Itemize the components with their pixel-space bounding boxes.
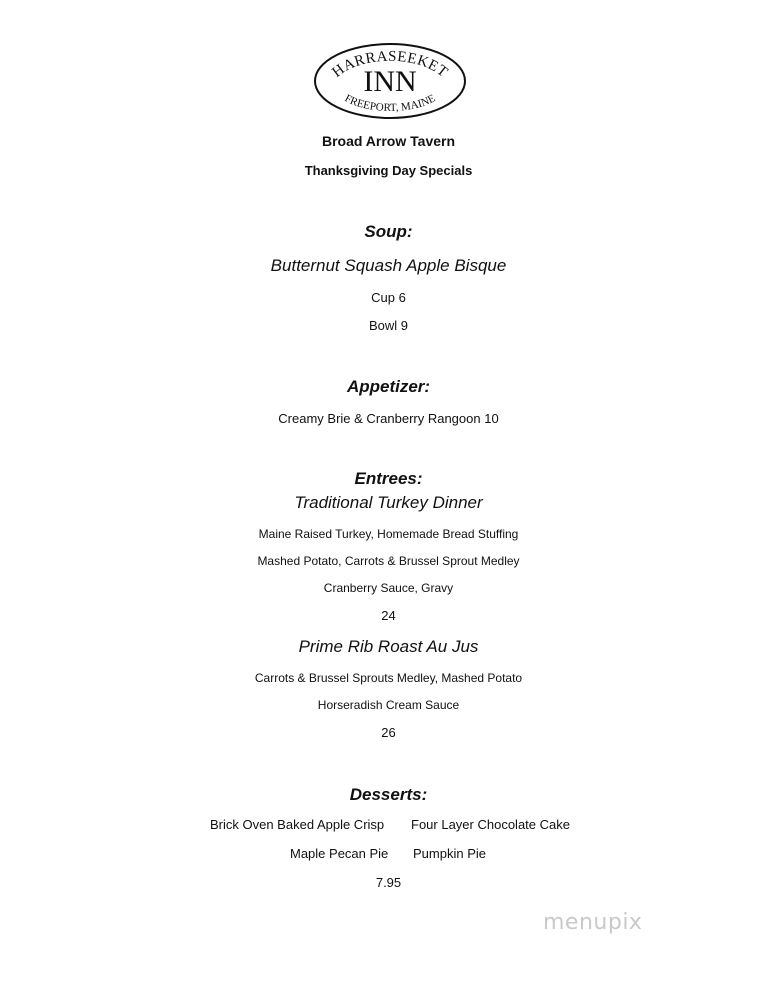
harraseeket-inn-logo xyxy=(313,42,467,125)
venue-title: Broad Arrow Tavern xyxy=(321,133,456,149)
dessert-apple-crisp: Brick Oven Baked Apple Crisp xyxy=(210,817,385,832)
occasion-subtitle: Thanksgiving Day Specials xyxy=(304,163,473,178)
desserts-heading: Desserts: xyxy=(349,785,428,804)
prime-rib-line-2: Horseradish Cream Sauce xyxy=(317,698,460,712)
turkey-dinner-name: Traditional Turkey Dinner xyxy=(294,493,483,512)
turkey-line-2: Mashed Potato, Carrots & Brussel Sprout Medley xyxy=(257,554,520,568)
prime-rib-name: Prime Rib Roast Au Jus xyxy=(298,637,479,656)
soup-bowl-price: Bowl 9 xyxy=(368,318,409,333)
menupix-watermark: menupix xyxy=(543,910,643,935)
soup-heading: Soup: xyxy=(364,222,413,241)
turkey-line-1: Maine Raised Turkey, Homemade Bread Stuffing xyxy=(258,527,519,541)
prime-rib-line-1: Carrots & Brussel Sprouts Medley, Mashed Potato xyxy=(254,671,523,685)
prime-rib-price: 26 xyxy=(381,725,396,740)
dessert-pecan-pie: Maple Pecan Pie xyxy=(290,846,389,861)
appetizer-heading: Appetizer: xyxy=(346,377,431,396)
turkey-price: 24 xyxy=(381,608,396,623)
dessert-pumpkin-pie: Pumpkin Pie xyxy=(413,846,486,861)
appetizer-item: Creamy Brie & Cranberry Rangoon 10 xyxy=(278,411,499,426)
dessert-chocolate-cake: Four Layer Chocolate Cake xyxy=(411,817,570,832)
soup-cup-price: Cup 6 xyxy=(371,290,406,305)
logo-bottom-text: FREEPORT, MAINE xyxy=(342,92,438,114)
dessert-price: 7.95 xyxy=(375,875,402,890)
logo-top-text: HARRASEEKET xyxy=(329,48,451,81)
soup-name: Butternut Squash Apple Bisque xyxy=(270,256,507,275)
turkey-line-3: Cranberry Sauce, Gravy xyxy=(323,581,454,595)
entrees-heading: Entrees: xyxy=(354,469,423,488)
logo-main-text: INN xyxy=(363,65,417,98)
